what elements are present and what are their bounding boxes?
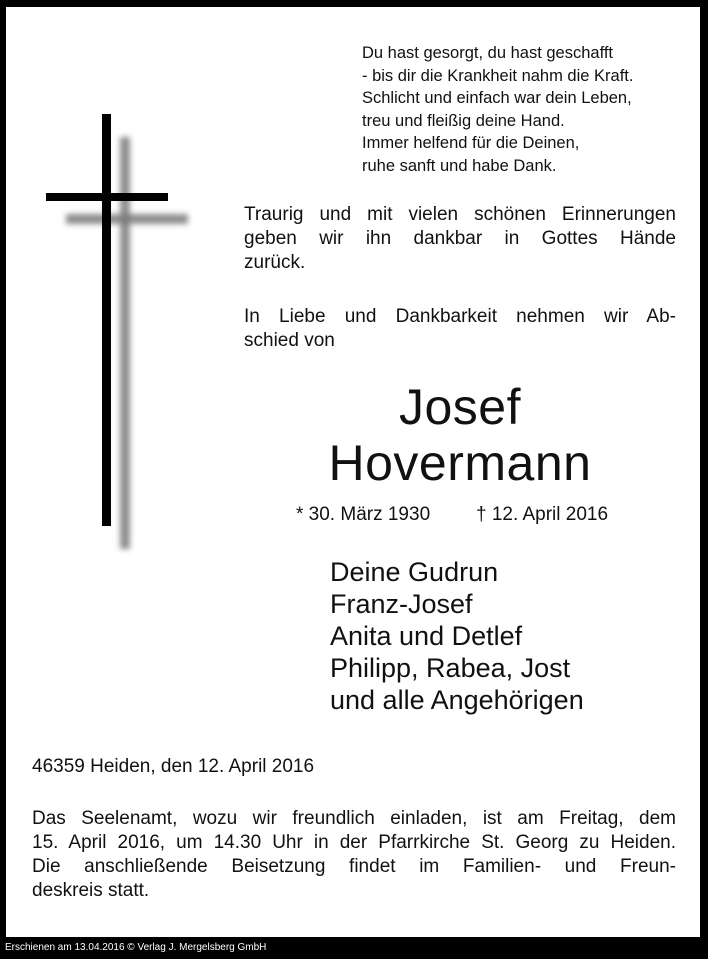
- mourners-list: [330, 556, 584, 716]
- poem-line: treu und fleißig deine Hand.: [362, 111, 565, 130]
- intro-line: Traurig und mit vielen schönen Erinnerungen: [244, 204, 676, 225]
- notice-line: Die anschließende Beisetzung findet im Familien- und Freun-: [32, 856, 676, 877]
- notice-line: Das Seelenamt, wozu wir freundlich einladen, ist am Freitag, dem: [32, 808, 676, 829]
- mourner-entry: Deine Gudrun: [330, 557, 499, 587]
- deceased-last-name: Hovermann: [328, 435, 592, 491]
- death-date: † 12. April 2016: [476, 504, 609, 525]
- poem-line: Du hast gesorgt, du hast geschafft: [362, 44, 614, 62]
- intro-line: zurück.: [244, 252, 306, 273]
- intro-line: schied von: [244, 330, 335, 351]
- intro-line: In Liebe und Dankbarkeit nehmen wir Ab-: [244, 306, 676, 327]
- cross-shadow-horizontal: [66, 214, 188, 224]
- mourner-entry: Philipp, Rabea, Jost: [330, 653, 571, 683]
- intro-paragraph-mourning: [244, 203, 676, 275]
- notice-line: 15. April 2016, um 14.30 Uhr in der Pfarrkirche St. Georg zu Heiden.: [32, 832, 676, 853]
- poem-line: Immer helfend für die Deinen,: [362, 134, 580, 153]
- intro-line: geben wir ihn dankbar in Gottes Hände: [244, 228, 676, 249]
- poem-line: Schlicht und einfach war dein Leben,: [362, 89, 632, 108]
- birth-date: * 30. März 1930: [296, 504, 431, 525]
- latin-cross-icon: [6, 7, 246, 567]
- obituary-card: [6, 7, 700, 937]
- funeral-notice: [32, 807, 676, 903]
- cross-bar-horizontal: [46, 193, 168, 201]
- cross-bar-vertical: [102, 114, 111, 526]
- intro-paragraph-farewell: [244, 305, 676, 353]
- poem-line: ruhe sanft und habe Dank.: [362, 156, 557, 175]
- memorial-poem: [362, 42, 692, 178]
- mourner-entry: Franz-Josef: [330, 589, 473, 619]
- deceased-first-name: Josef: [398, 379, 521, 435]
- poem-line: - bis dir die Krankheit nahm die Kraft.: [362, 66, 634, 85]
- place-and-date: 46359 Heiden, den 12. April 2016: [32, 756, 315, 777]
- notice-line: deskreis statt.: [32, 880, 150, 901]
- mourner-entry: Anita und Detlef: [330, 621, 523, 651]
- publication-footer: Erschienen am 13.04.2016 © Verlag J. Mergelsberg GmbH: [5, 942, 267, 953]
- mourner-entry: und alle Angehörigen: [330, 685, 584, 715]
